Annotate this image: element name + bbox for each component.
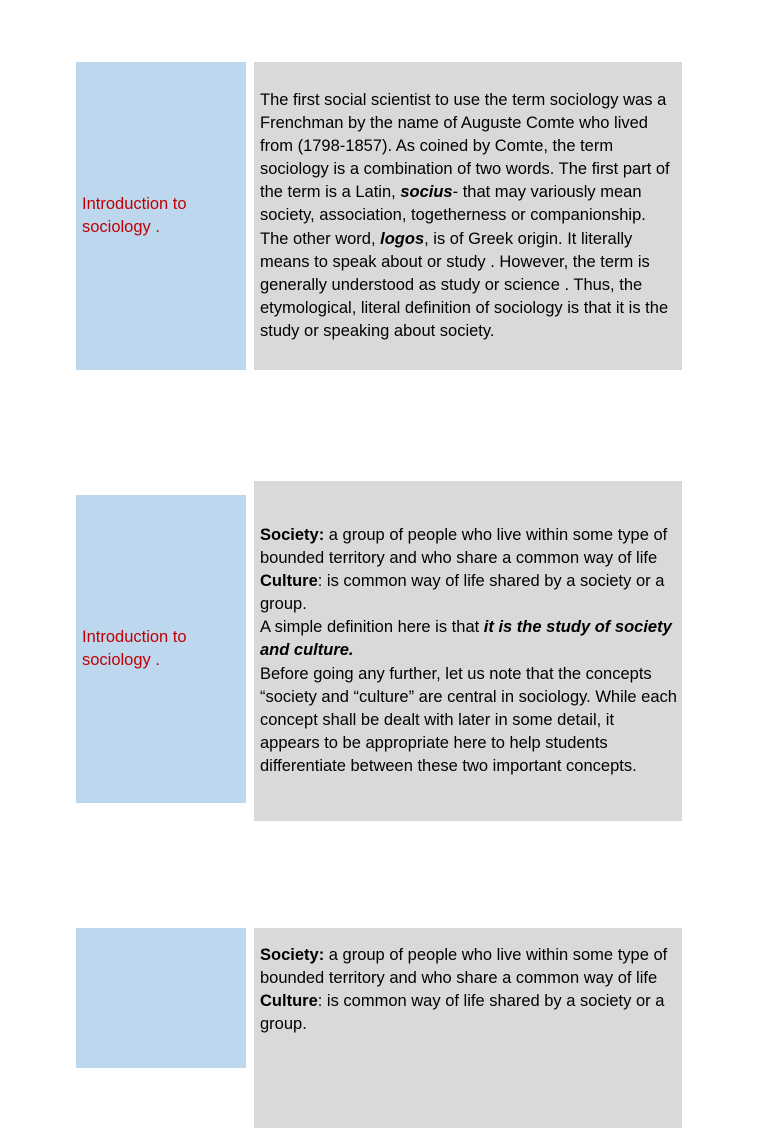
- paragraph: [260, 570, 678, 616]
- text-run: Society:: [260, 946, 325, 964]
- text-run: Before going any further, let us note that the concepts “society and “culture” are central in sociology. While each concept shall be dealt with later in some detail, it appears to be appropriate here to help students differentiate between these two important concepts.: [260, 664, 677, 775]
- paragraph: [260, 616, 678, 662]
- text-run: , is of Greek origin. It literally means to speak about or study . However, the term is generally understood as study or science . Thus, the etymological, literal definition of sociology is that it is the study or speaking about society.: [260, 229, 669, 340]
- text-run: a group of people who live within some type of bounded territory and who share a common way of life: [260, 525, 668, 568]
- section-1-label-box: [76, 62, 246, 370]
- section-3-body: [260, 944, 678, 1036]
- text-run: Culture: [260, 992, 318, 1011]
- text-run: : is common way of life shared by a society or a group.: [260, 992, 665, 1034]
- text-run: - that may variously mean society, association, togetherness or companionship. The other word,: [260, 183, 646, 248]
- section-3-label-box: [76, 928, 246, 1068]
- paragraph: [260, 89, 678, 343]
- text-run: Society:: [260, 525, 325, 544]
- paragraph: [260, 663, 678, 778]
- paragraph: [260, 990, 678, 1036]
- section-2-label-box: [76, 495, 246, 803]
- section-2-text-box: [254, 481, 682, 821]
- section-3-text-box: [254, 928, 682, 1128]
- section-2-body: [260, 524, 678, 778]
- paragraph: [260, 524, 678, 570]
- text-run: : is common way of life shared by a society or a group.: [260, 572, 665, 614]
- text-run: Culture: [260, 572, 318, 591]
- text-run: socius: [400, 183, 453, 202]
- section-1-label: Introduction to sociology .: [82, 195, 187, 236]
- text-run: it is the study of society and culture.: [260, 618, 672, 660]
- section-2-label: Introduction to sociology .: [82, 628, 187, 669]
- paragraph: [260, 944, 678, 990]
- section-1-text-box: [254, 62, 682, 370]
- text-run: logos: [380, 229, 425, 248]
- section-1-body: [260, 89, 678, 343]
- text-run: a group of people who live within some type of bounded territory and who share a common way of life: [260, 946, 668, 988]
- text-run: A simple definition here is that: [260, 618, 484, 637]
- text-run: The first social scientist to use the term sociology was a Frenchman by the name of Auguste Comte who lived from (1798-1857). As coined by Comte, the term sociology is a combination of two words. The first part of the term is a Latin,: [260, 90, 670, 202]
